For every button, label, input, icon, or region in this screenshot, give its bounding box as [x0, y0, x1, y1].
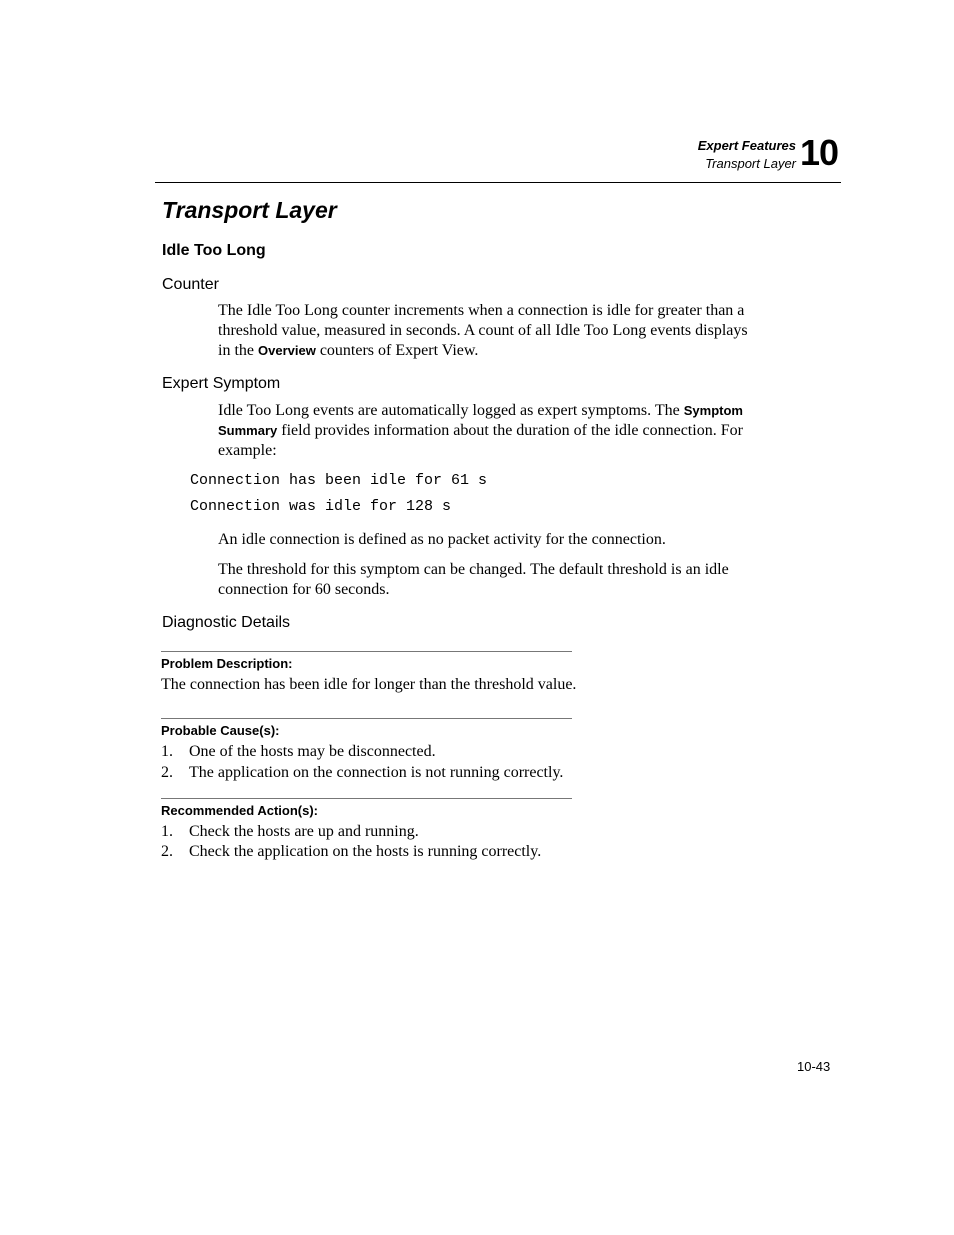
divider-rule: [161, 798, 572, 799]
counter-line-3-post: counters of Expert View.: [315, 342, 479, 359]
diagnostic-heading: Diagnostic Details: [162, 614, 291, 631]
list-item: Check the hosts are up and running.: [189, 823, 419, 840]
code-line-1: Connection has been idle for 61 s: [190, 472, 488, 489]
idle-definition: An idle connection is defined as no packet activity for the connection.: [218, 531, 666, 548]
page-title: Transport Layer: [162, 197, 337, 223]
counter-paragraph: [218, 301, 798, 361]
list-item-number: 1.: [161, 823, 173, 840]
overview-ui-term: Overview: [258, 343, 316, 358]
list-item-number: 2.: [161, 764, 173, 781]
symptom-ui-term: Symptom: [683, 403, 743, 418]
counter-line-1: The Idle Too Long counter increments when a connection is idle for greater than a: [218, 302, 745, 319]
summary-ui-term: Summary: [218, 423, 278, 438]
causes-label: Probable Cause(s):: [161, 723, 280, 738]
expert-symptom-paragraph: [218, 401, 798, 461]
running-header-subsection: Transport Layer: [705, 156, 796, 171]
divider-rule: [161, 651, 572, 652]
counter-line-3-pre: in the: [218, 342, 258, 359]
list-item-number: 1.: [161, 743, 173, 760]
symptom-line-2-post: field provides information about the duration of the idle connection. For: [277, 422, 743, 439]
list-item: One of the hosts may be disconnected.: [189, 743, 436, 760]
divider-rule: [161, 718, 572, 719]
header-rule: [155, 182, 841, 183]
list-item: Check the application on the hosts is running correctly.: [189, 843, 542, 860]
running-header-section: Expert Features: [697, 138, 796, 153]
expert-symptom-heading: Expert Symptom: [162, 375, 281, 392]
symptom-line-3: example:: [218, 442, 277, 459]
symptom-line-2: [218, 421, 798, 441]
problem-label: Problem Description:: [161, 656, 293, 671]
symptom-line-1: [218, 401, 798, 421]
chapter-number: 10: [800, 132, 839, 173]
counter-line-2: threshold value, measured in seconds. A count of all Idle Too Long events displays: [218, 322, 748, 339]
counter-line-3: [218, 341, 798, 361]
actions-label: Recommended Action(s):: [161, 803, 318, 818]
threshold-line-2: connection for 60 seconds.: [218, 581, 390, 598]
list-item: The application on the connection is not running correctly.: [189, 764, 564, 781]
counter-heading: Counter: [162, 276, 219, 293]
list-item-number: 2.: [161, 843, 173, 860]
threshold-note: [218, 560, 798, 600]
problem-text: The connection has been idle for longer than the threshold value.: [161, 676, 577, 693]
page-number: 10-43: [797, 1059, 831, 1074]
code-line-2: Connection was idle for 128 s: [190, 498, 452, 515]
symptom-line-1-pre: Idle Too Long events are automatically logged as expert symptoms. The: [218, 402, 684, 419]
section-title: Idle Too Long: [162, 242, 266, 259]
threshold-line-1: The threshold for this symptom can be changed. The default threshold is an idle: [218, 561, 729, 578]
